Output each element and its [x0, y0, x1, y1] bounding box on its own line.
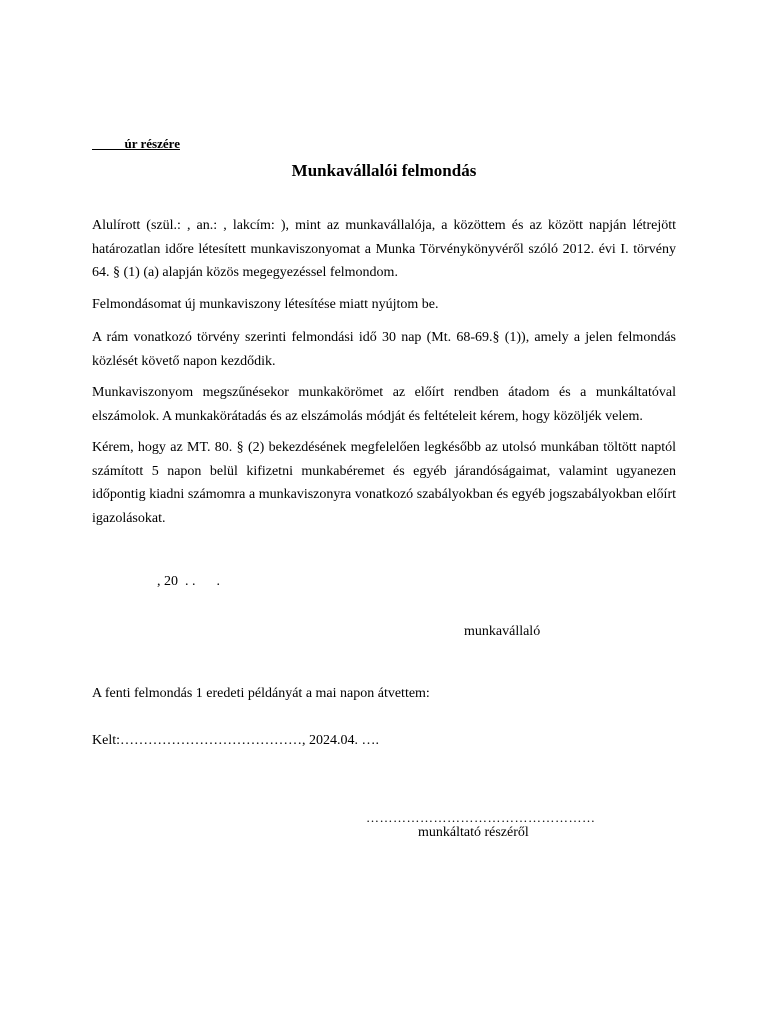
employer-signature-label: munkáltató részéről — [418, 825, 529, 840]
receipt-statement: A fenti felmondás 1 eredeti példányát a mai napon átvettem: — [92, 686, 430, 701]
document-title: Munkavállalói felmondás — [291, 161, 477, 180]
paragraph-termination: Alulírott (szül.: , an.: , lakcím: ), mint az munkavállalója, a közöttem és az között napján létrejött határozatlan időre létesített munkaviszonyomat a Munka Törvénykönyvéről szóló 2012. évi I. törvény 64. § (1) (a) alapján közös megegyezéssel felmondom. — [92, 218, 676, 280]
paragraph-reason: Felmondásomat új munkaviszony létesítése miatt nyújtom be. — [92, 297, 439, 312]
date-line: , 20 . . . — [157, 574, 220, 589]
employer-signature-line: …………………………………………… — [366, 810, 596, 825]
paragraph-handover: Munkaviszonyom megszűnésekor munkakörömet az előírt rendben átadom és a munkáltatóval elszámolok. A munkakörátadás és az elszámolás módját és feltételeit kérem, hogy közöljék velem. — [92, 385, 676, 424]
kelt-date-line: Kelt:…………………………………, 2024.04. …. — [92, 733, 379, 748]
paragraph-payment: Kérem, hogy az MT. 80. § (2) bekezdésének megfelelően legkésőbb az utolsó munkában töltött naptól számított 5 napon belül kifizetni munkabéremet és egyéb járandóságaimat, valamint ugyanezen időpontig kiadni számomra a munkaviszonyra vonatkozó szabályokban és egyéb jogszabályokban előírt igazolásokat. — [92, 440, 676, 526]
employee-signature-label: munkavállaló — [464, 624, 541, 639]
addressee-line: úr részére — [92, 136, 180, 151]
paragraph-notice-period: A rám vonatkozó törvény szerinti felmondási idő 30 nap (Mt. 68-69.§ (1)), amely a jelen felmondás közlését követő napon kezdődik. — [92, 330, 676, 369]
